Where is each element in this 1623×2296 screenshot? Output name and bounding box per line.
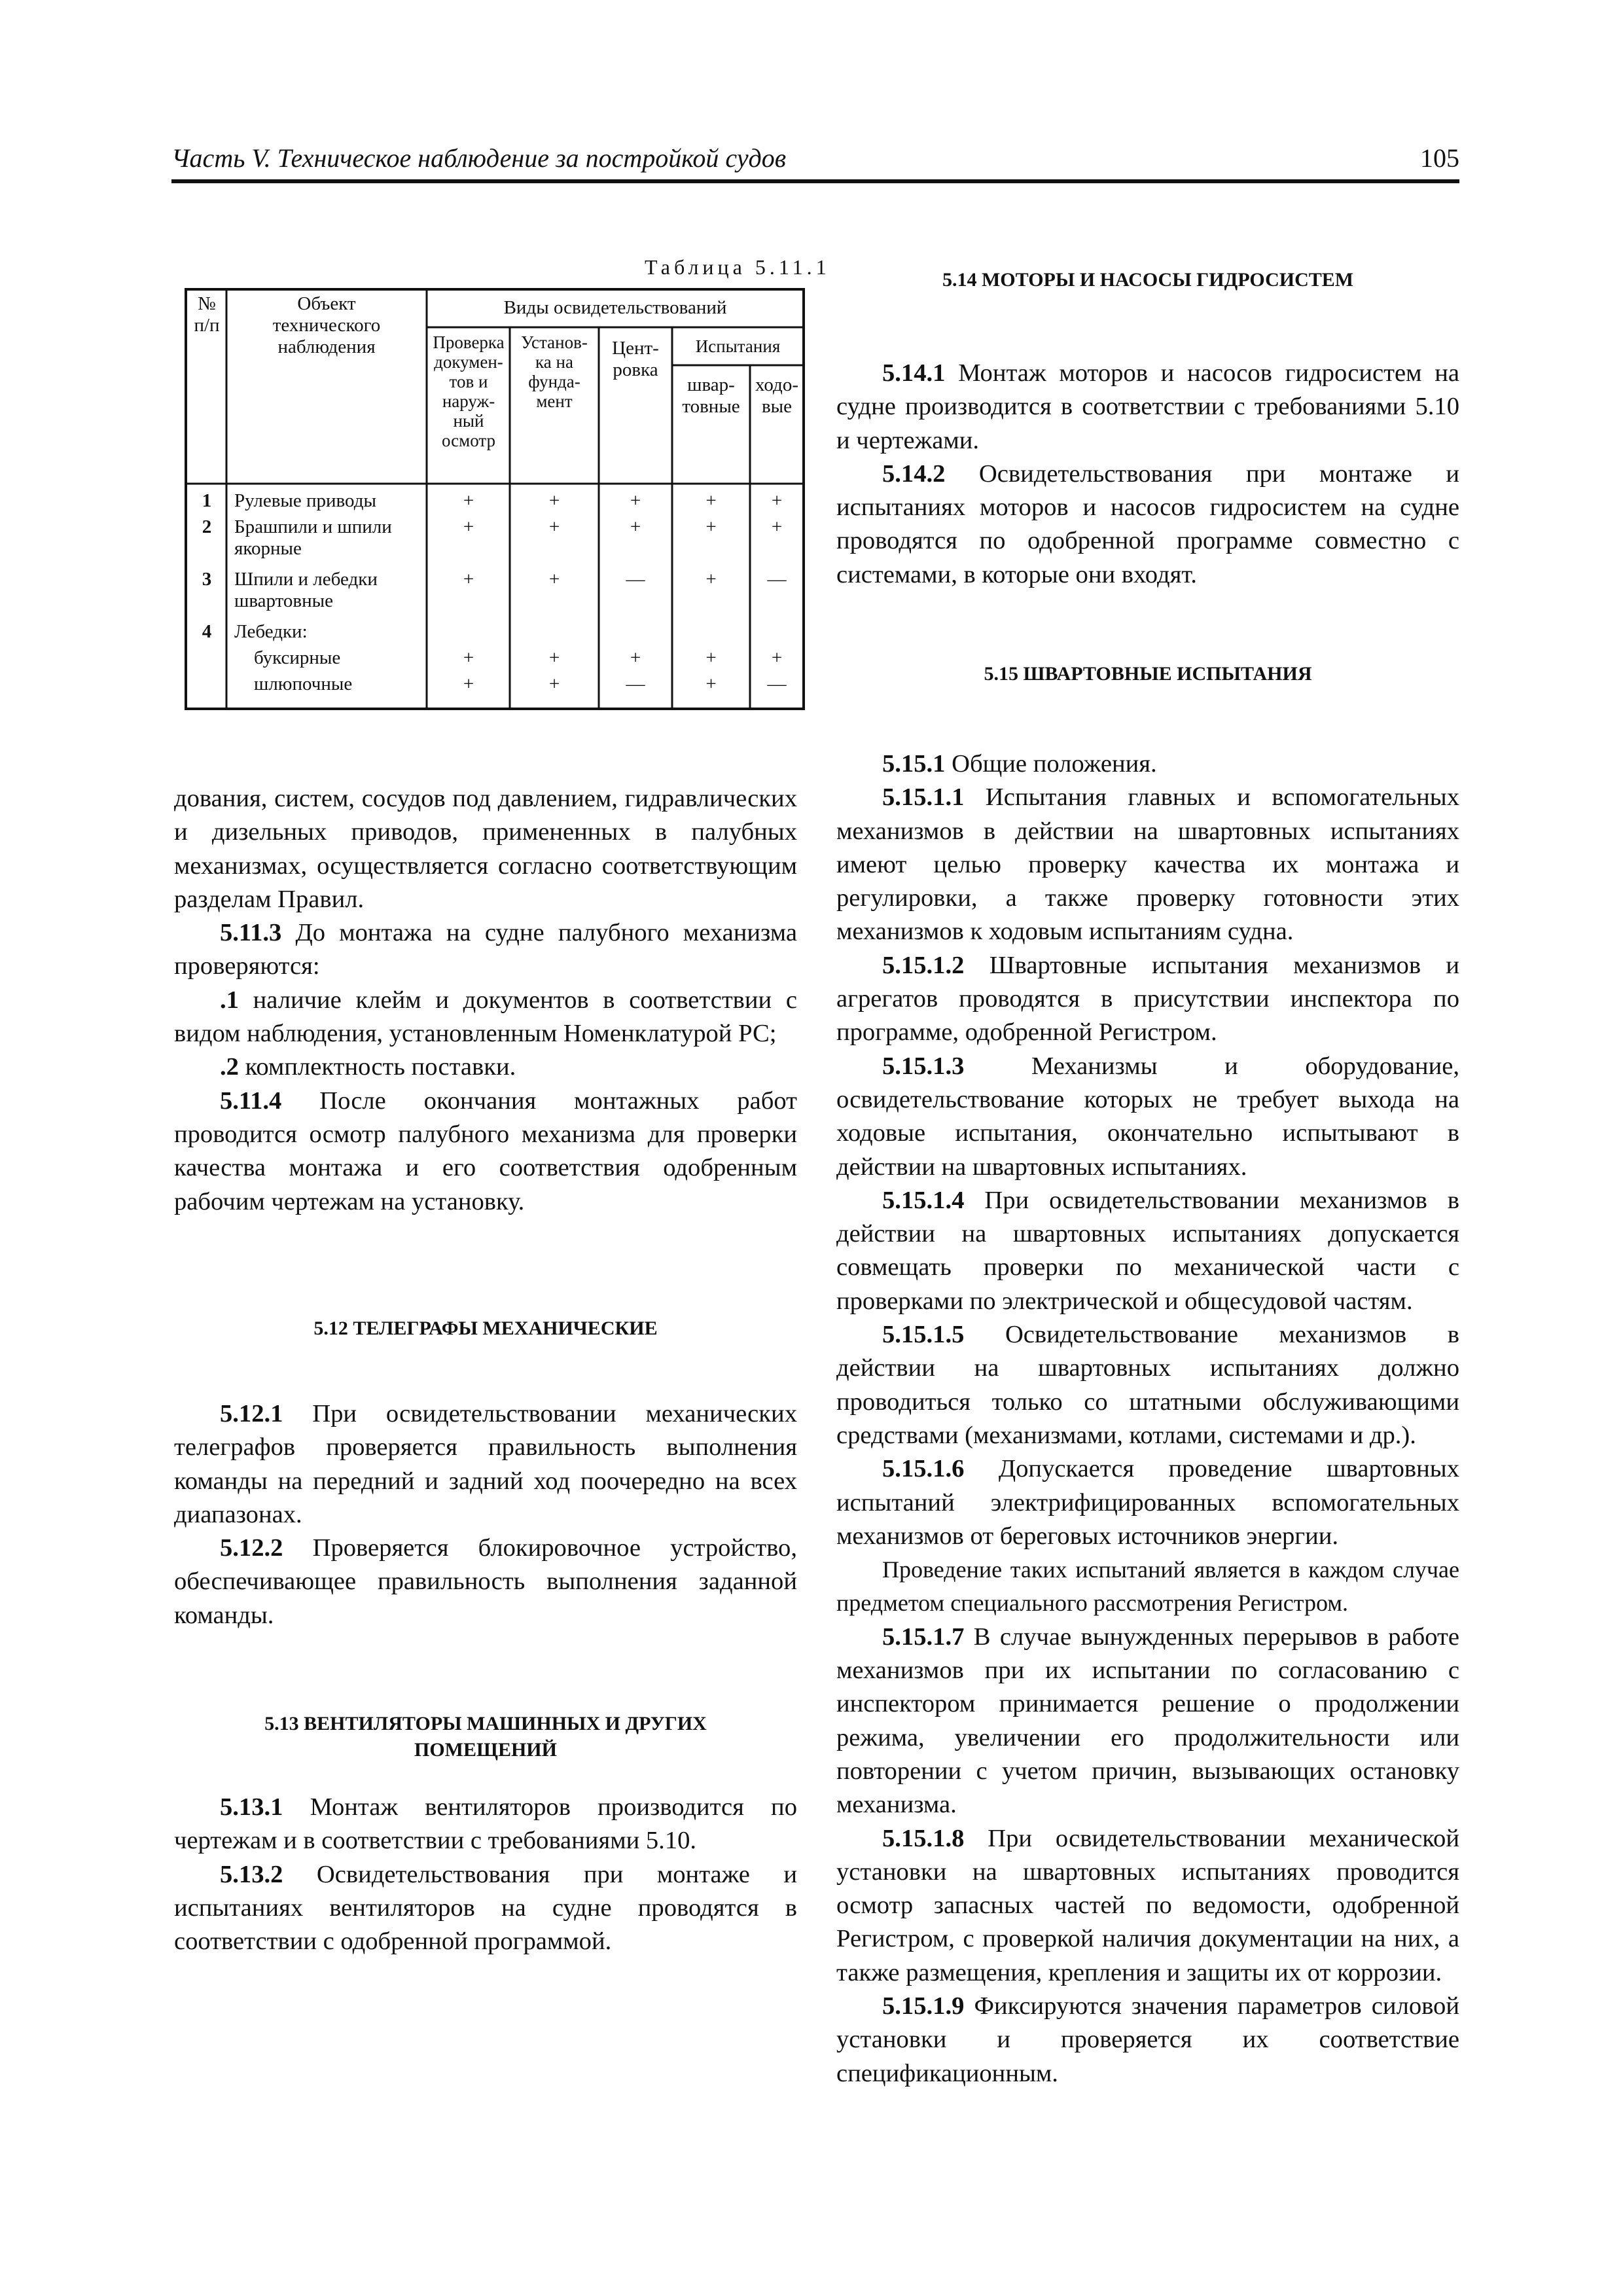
paragraph-text: Проверяется блокировочное устройство, обеспечивающее правильность выполнения заданной команды. <box>174 1534 797 1629</box>
paragraph <box>836 1822 1459 1990</box>
paragraph-text: Общие положения. <box>945 750 1157 778</box>
paragraph-text: После окончания монтажных работ проводится осмотр палубного механизма для проверки качества монтажа и его соответствия одобренным рабочим чертежам на установку. <box>174 1086 797 1215</box>
paragraph-text: Монтаж вентиляторов производится по чертежам и в соответствии с требованиями 5.10. <box>174 1793 797 1855</box>
col-check-line: тов и <box>449 372 488 391</box>
paragraph-text: дования, систем, сосудов под давлением, гидравлических и дизельных приводов, примененных в палубных механизмах, осуществляется согласно соответствующим разделам Правил. <box>174 785 797 913</box>
row-object: шлюпочные <box>254 673 353 694</box>
section-heading: 5.12 ТЕЛЕГРАФЫ МЕХАНИЧЕСКИЕ <box>313 1318 658 1339</box>
clause-number: 5.12.1 <box>220 1400 283 1427</box>
paragraph <box>836 1318 1459 1452</box>
clause-number: 5.11.3 <box>220 919 282 947</box>
paragraph-text: При освидетельствовании механических телеграфов проверяется правильность выполнения команды на передний и задний ход поочередно на всех диапазонах. <box>174 1400 797 1528</box>
paragraph-text: Освидетельствования при монтаже и испытаниях вентиляторов на судне проводятся в соответствии с одобренной программой. <box>174 1860 797 1956</box>
page-number: 105 <box>1420 143 1459 173</box>
mark-cell: — <box>767 569 787 590</box>
col-centering-header <box>600 338 671 381</box>
mark-cell: + <box>705 516 717 537</box>
mark-cell: + <box>705 490 717 511</box>
right-column-section-515 <box>836 747 1459 2090</box>
col-object-line: технического <box>272 315 381 336</box>
mark-cell: — <box>626 673 645 694</box>
col-sea-line: вые <box>761 396 793 417</box>
clause-number: 5.15.1.9 <box>882 1992 965 2020</box>
mark-cell: + <box>463 647 474 668</box>
mark-cell: + <box>548 673 560 694</box>
paragraph <box>836 1050 1459 1184</box>
col-check-header <box>428 332 509 450</box>
col-install-line: ка на <box>535 352 573 372</box>
row-number: 3 <box>202 569 212 590</box>
col-check-line: Проверка <box>433 332 505 352</box>
paragraph-text: комплектность поставки. <box>238 1053 516 1081</box>
mark-cell: + <box>548 569 560 590</box>
mark-cell: — <box>626 569 645 590</box>
clause-number: 5.15.1.3 <box>882 1052 965 1080</box>
clause-number: 5.13.2 <box>220 1860 283 1888</box>
paragraph <box>174 1397 797 1532</box>
mark-cell: + <box>705 569 717 590</box>
paragraph-text: До монтажа на судне палубного механизма проверяются: <box>174 919 797 980</box>
mark-cell: — <box>767 673 787 694</box>
mark-cell: + <box>705 647 717 668</box>
paragraph <box>836 457 1459 592</box>
paragraph <box>174 782 797 916</box>
col-mooring-line: швар- <box>687 374 735 395</box>
mark-cell: + <box>630 516 641 537</box>
inspection-types-header: Виды освидетельствований <box>503 297 727 318</box>
paragraph-text: Монтаж моторов и насосов гидросистем на судне производится в соответствии с требованиями 5.10 и чертежами. <box>836 359 1459 454</box>
mark-cell: + <box>771 516 783 537</box>
paragraph-text: В случае вынужденных перерывов в работе механизмов при их испытании по согласованию с инспектором принимается решение о продолжении режима, увеличении его продолжительности или повторении с учетом причин, вызывающих остановку механизма. <box>836 1623 1459 1819</box>
section-heading <box>174 1711 797 1763</box>
col-check-line: наруж- <box>442 391 495 411</box>
paragraph <box>836 781 1459 948</box>
mark-cell: + <box>705 673 717 694</box>
paragraph-text: Проведение таких испытаний является в каждом случае предметом специального рассмотрения Регистром. <box>836 1556 1459 1617</box>
paragraph <box>836 1184 1459 1318</box>
mark-cell: + <box>771 647 783 668</box>
section-heading: 5.15 ШВАРТОВНЫЕ ИСПЫТАНИЯ <box>984 663 1312 685</box>
mark-cell: + <box>548 647 560 668</box>
paragraph-text: При освидетельствовании механической установки на швартовных испытаниях проводится осмотр запасных частей по ведомости, одобренной Регистром, с проверкой наличия документации на них, а также размещения, крепления и защиты их от коррозии. <box>836 1824 1459 1986</box>
paragraph <box>174 1858 797 1959</box>
mark-cell: + <box>630 490 641 511</box>
row-object: буксирные <box>254 647 341 668</box>
header-title: Часть V. Техническое наблюдение за постройкой судов <box>171 143 787 173</box>
clause-number: 5.15.1.5 <box>882 1321 965 1349</box>
col-object-header <box>228 293 425 358</box>
page-header <box>171 140 1459 183</box>
paragraph <box>174 1791 797 1858</box>
col-mooring-header <box>673 374 749 418</box>
mark-cell: + <box>463 569 474 590</box>
paragraph <box>174 916 797 984</box>
row-object-line: швартовные <box>234 590 333 611</box>
mark-cell: + <box>463 490 474 511</box>
paragraph-text: Швартовные испытания механизмов и агрегатов проводятся в присутствии инспектора по программе, одобренной Регистром. <box>836 951 1459 1047</box>
col-check-line: осмотр <box>441 431 495 450</box>
paragraph <box>174 1050 797 1084</box>
col-sea-line: ходо- <box>755 374 798 395</box>
right-column-section-514 <box>836 357 1459 592</box>
inspection-table <box>185 288 805 710</box>
clause-number: 5.15.1.4 <box>882 1186 965 1214</box>
paragraph-text: При освидетельствовании механизмов в действии на швартовных испытаниях допускается совмещать проверки по механической части с проверками по электрической и общесудовой частям. <box>836 1186 1459 1315</box>
mark-cell: + <box>630 647 641 668</box>
paragraph <box>836 1990 1459 2090</box>
clause-number: 5.15.1.6 <box>882 1455 965 1483</box>
paragraph-text: Испытания главных и вспомогательных механизмов в действии на швартовных испытаниях имеют целью проверку качества их монтажа и регулировки, а также проверку готовности этих механизмов к ходовым испытаниям судна. <box>836 783 1459 946</box>
col-number-line: п/п <box>194 315 220 336</box>
paragraph <box>836 1621 1459 1822</box>
clause-number: 5.13.1 <box>220 1793 283 1821</box>
mark-cell: + <box>463 516 474 537</box>
row-object <box>234 569 425 612</box>
paragraph <box>174 984 797 1051</box>
col-install-line: Установ- <box>521 332 588 352</box>
clause-number: 5.11.4 <box>220 1086 282 1115</box>
col-install-header <box>511 332 597 411</box>
mark-cell: + <box>771 490 783 511</box>
col-object-line: наблюдения <box>277 336 376 357</box>
mark-cell: + <box>463 673 474 694</box>
mark-cell: + <box>548 490 560 511</box>
row-number: 1 <box>202 490 212 511</box>
col-centering-line: Цент- <box>612 338 659 359</box>
paragraph <box>836 357 1459 457</box>
left-column-section-512 <box>174 1397 797 1632</box>
paragraph <box>836 949 1459 1050</box>
clause-number: .2 <box>220 1053 239 1081</box>
tests-header: Испытания <box>695 336 781 356</box>
clause-number: 5.14.2 <box>882 459 946 488</box>
paragraph <box>836 747 1459 781</box>
paragraph <box>836 1452 1459 1553</box>
row-number: 2 <box>202 516 212 537</box>
paragraph <box>174 1532 797 1632</box>
clause-number: 5.15.1.1 <box>882 783 965 812</box>
paragraph-text: Допускается проведение швартовных испытаний электрифицированных вспомогательных механизмов от береговых источников энергии. <box>836 1455 1459 1550</box>
col-check-line: докумен- <box>434 352 503 372</box>
row-object <box>234 516 425 560</box>
clause-number: 5.14.1 <box>882 359 946 387</box>
section-heading-line: 5.13 ВЕНТИЛЯТОРЫ МАШИННЫХ И ДРУГИХ <box>264 1713 707 1734</box>
clause-number: 5.15.1.8 <box>882 1824 965 1852</box>
section-heading: 5.14 МОТОРЫ И НАСОСЫ ГИДРОСИСТЕМ <box>942 269 1354 291</box>
col-number-header <box>188 293 225 336</box>
col-number-line: № <box>198 293 216 314</box>
mark-cell: + <box>548 516 560 537</box>
col-object-line: Объект <box>297 293 356 314</box>
table-caption: Таблица 5.11.1 <box>645 255 830 279</box>
row-number: 4 <box>202 621 212 642</box>
clause-number: 5.12.2 <box>220 1534 283 1562</box>
col-mooring-line: товные <box>682 396 740 417</box>
paragraph-text: наличие клейм и документов в соответствии с видом наблюдения, установленным Номенклатурой РС; <box>174 986 797 1048</box>
row-object-line: Шпили и лебедки <box>234 569 378 590</box>
row-object: Лебедки: <box>234 621 308 642</box>
col-install-line: фунда- <box>528 372 580 391</box>
clause-number: 5.15.1.7 <box>882 1623 965 1651</box>
col-sea-header <box>751 374 802 418</box>
paragraph-text: Фиксируются значения параметров силовой установки и проверяется их соответствие спецификационным. <box>836 1992 1459 2087</box>
paragraph-text: Освидетельствование механизмов в действии на швартовных испытаниях должно проводиться только со штатными обслуживающими средствами (механизмами, котлами, системами и др.). <box>836 1321 1459 1449</box>
row-object-line: якорные <box>234 538 302 559</box>
left-column-section-513 <box>174 1791 797 1958</box>
col-check-line: ный <box>453 411 484 431</box>
clause-number: 5.15.1.2 <box>882 951 965 979</box>
paragraph-text: Освидетельствования при монтаже и испытаниях моторов и насосов гидросистем на судне проводятся по одобренной программе совместно с системами, в которые они входят. <box>836 459 1459 588</box>
clause-number: .1 <box>220 986 239 1014</box>
paragraph-text: Механизмы и оборудование, освидетельствование которых не требует выхода на ходовые испытания, окончательно испытывают в действии на швартовных испытаниях. <box>836 1052 1459 1181</box>
row-object-line: Брашпили и шпили <box>234 516 392 537</box>
row-object: Рулевые приводы <box>234 490 376 511</box>
col-install-line: мент <box>536 391 573 411</box>
paragraph <box>836 1553 1459 1621</box>
paragraph <box>174 1085 797 1219</box>
col-centering-line: ровка <box>613 359 658 380</box>
clause-number: 5.15.1 <box>882 750 946 778</box>
left-column <box>174 782 797 1219</box>
section-heading-line: ПОМЕЩЕНИЙ <box>414 1739 557 1761</box>
